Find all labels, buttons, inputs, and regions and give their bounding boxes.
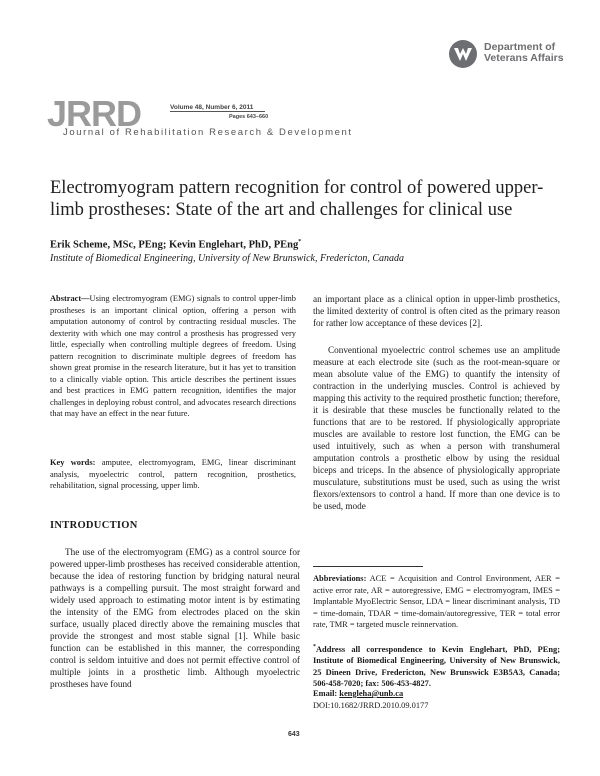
abstract-text: Using electromyogram (EMG) signals to control upper-limb prostheses is an important clinical option, offering a person with amputation autonomy of control by contracting residual muscles. The dexterity with which one may control a prosthesis has progressed very little, especially when controlling multiple degrees of freedom. Using pattern recognition to discriminate multiple degrees of freedom has shown great promise in the research literature, but it has yet to transition to a clinically viable option. This article describes the pertinent issues and best practices in EMG pattern recognition, identifies the major challenges in deploying robust control, and advocates research directions that may have an effect in the near future. [50,294,296,418]
keywords-label: Key words: [50,458,96,467]
footnote-rule [313,566,423,567]
masthead-rule [170,111,265,112]
email-line [313,688,560,700]
doi: DOI:10.1682/JRRD.2010.09.0177 [313,701,429,710]
page-range: Pages 643–660 [229,114,269,120]
page-number: 643 [288,731,300,738]
correspondence-text: Address all correspondence to Kevin Englehart, PhD, PEng; Institute of Biomedical Engineering, University of New Brunswick, 25 Dineen Drive, Fredericton, New Brunswick E3B5A3, Canada; 506-458-7020; fax: 506-453-4827. [313,644,560,689]
email-link[interactable]: kengleha@unb.ca [339,689,404,698]
va-line-1: Department of [484,41,556,53]
va-logo [448,39,578,69]
intro-heading: INTRODUCTION [50,520,138,531]
correspondence-footnote [313,642,560,690]
right-paragraph-2: Conventional myoelectric control schemes use an amplitude measure at each electrode site (such as the root-mean-square or mean absolute value of the EMG) to quantify the intensity of contraction in the underlying muscles. Control is achieved by mapping this activity to the required prosthetic function; therefore, it is desirable that these muscles be functionally related to the functions that are to be restored. If physiologically appropriate muscles are available to restore lost function, the EMG can be used intuitively, such as when a person with transhumeral amputation controls a prosthetic elbow by using the residual biceps and triceps. In the absence of physiologically appropriate musculature, substitutions must be used, such as using the wrist flexors/extensors to control a hand. If more than one device is to be used, mode [313,345,560,511]
abstract-label: Abstract— [50,294,90,303]
abbreviations-label: Abbreviations: [313,574,367,583]
intro-paragraph: The use of the electromyogram (EMG) as a control source for powered upper-limb prostheses has received considerable attention, because the idea of restoring function by bridging natural neural pathways is a compelling pursuit. The most straight forward and widely used approach to estimating motor intent is by estimating the intensity of the EMG from electrodes placed on the skin surface, usually placed directly above the remaining muscles that provide the strongest and most stable signal [1]. While basic function can be established in this manner, the corresponding control is seldom intuitive and does not permit effective control of multiple joints in a prosthetic limb. Although myoelectric prostheses have found [50,547,300,689]
affiliation: Institute of Biomedical Engineering, University of New Brunswick, Fredericton, Canada [50,253,405,264]
volume-info: Volume 48, Number 6, 2011 [170,104,254,111]
author-names: Erik Scheme, MSc, PEng; Kevin Englehart, PhD, PEng [50,239,299,251]
va-name [484,42,564,64]
abbreviations-text: ACE = Acquisition and Control Environment, AER = active error rate, AR = autoregressive, EMG = electromyogram, IMES = Implantable MyoElectric Sensor, LDA = linear discriminant analysis, TD = time-domain, TDAR = time-domain/autoregressive, TER = total error rate, TMR = targeted muscle reinnervation. [313,574,560,629]
abbreviations-footnote [313,573,560,631]
right-paragraph-1: an important place as a clinical option in upper-limb prosthetics, the limited dexterity of control is often cited as the primary reason for rather low acceptance of these devices [2]. [313,294,560,328]
keywords [50,457,296,492]
correspondence-mark: * [313,644,316,650]
jrrd-logo: JRRD [47,93,142,134]
journal-name: Journal of Rehabilitation Research & Development [63,127,353,138]
email-label: Email: [313,689,338,698]
va-emblem-icon [448,39,478,69]
abstract [50,293,296,420]
author-mark: * [298,239,302,245]
va-line-2: Veterans Affairs [484,52,564,64]
article-title: Electromyogram pattern recognition for control of powered upper-limb prostheses: State of the art and challenges for clinical use [50,178,544,220]
authors [50,239,301,251]
keywords-text: amputee, electromyogram, EMG, linear discriminant analysis, myoelectric control, pattern recognition, prosthetics, rehabilitation, signal processing, upper limb. [50,458,297,490]
